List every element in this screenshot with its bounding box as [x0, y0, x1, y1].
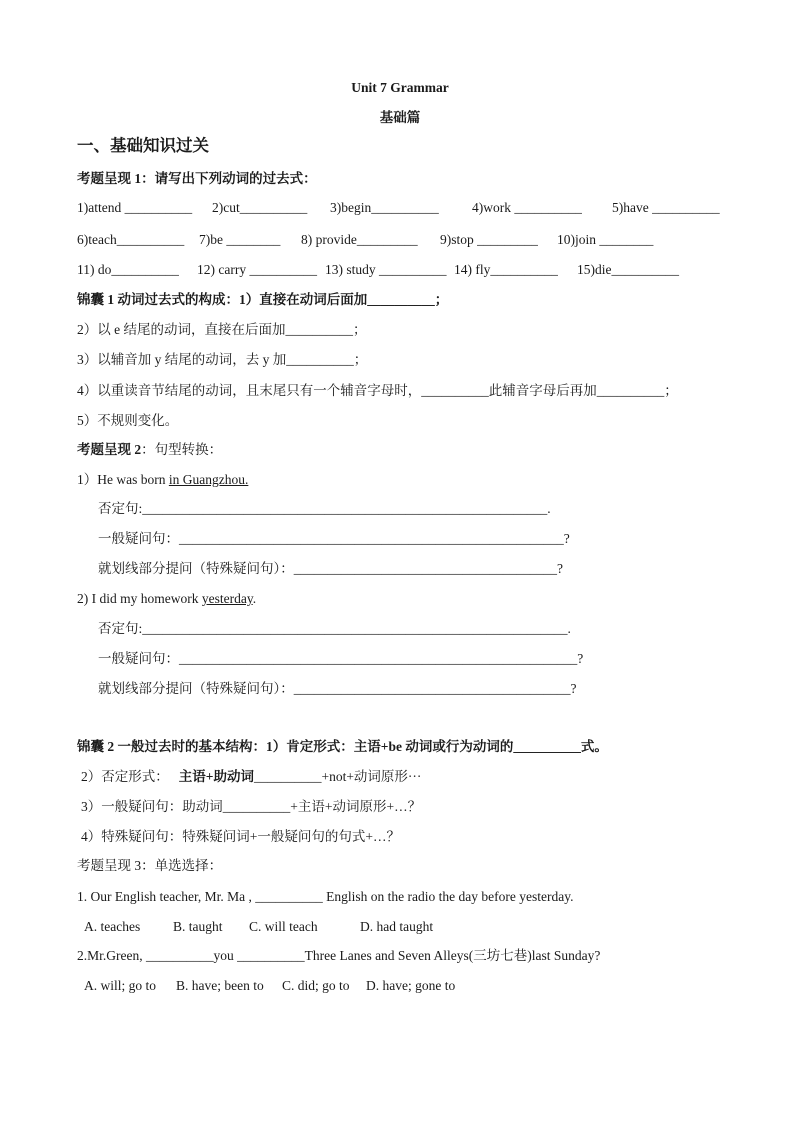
wh-question-line: 就划线部分提问（特殊疑问句）：_________________________________________? [98, 681, 577, 696]
verb-item: 4)work __________ [472, 200, 582, 215]
verb-item: 9)stop _________ [440, 232, 538, 247]
tip1-line-3: 3）以辅音加 y 结尾的动词，去 y 加__________； [77, 352, 368, 367]
verb-item: 7)be ________ [199, 232, 281, 247]
tip1-line-1: 锦囊 1 动词过去式的构成：1）直接在动词后面加__________； [77, 292, 449, 307]
wh-question-line: 就划线部分提问（特殊疑问句）：_______________________________________? [98, 561, 563, 576]
task3-heading: 考题呈现 3：单选选择： [77, 858, 223, 873]
verb-item: 15)die__________ [577, 262, 679, 277]
page-subtitle: 基础篇 [379, 110, 421, 125]
tip2-line-4: 4）特殊疑问句：特殊疑问词+一般疑问句的句式+…？ [81, 829, 400, 844]
option-c: C. will teach [249, 919, 318, 934]
verb-item: 3)begin__________ [330, 200, 439, 215]
verb-item: 6)teach__________ [77, 232, 185, 247]
negative-sentence-line: 否定句:____________________________________________________________. [98, 501, 551, 516]
task2-question-2: 2) I did my homework yesterday. [77, 591, 257, 606]
option-b: B. have; been to [176, 978, 264, 993]
verb-item: 2)cut__________ [212, 200, 308, 215]
option-a: A. teaches [84, 919, 141, 934]
verb-item: 5)have __________ [612, 200, 720, 215]
verb-item: 10)join ________ [557, 232, 654, 247]
verb-item: 11) do__________ [77, 262, 179, 277]
yes-no-question-line: 一般疑问句：___________________________________________________________? [98, 651, 584, 666]
page-title: Unit 7 Grammar [351, 80, 449, 95]
option-d: D. had taught [360, 919, 434, 934]
mc-question-2: 2.Mr.Green, __________you __________Three Lanes and Seven Alleys(三坊七巷)last Sunday? [77, 948, 601, 963]
mc-question-1: 1. Our English teacher, Mr. Ma , __________ English on the radio the day before yesterday. [77, 889, 574, 904]
task2-question-1: 1）He was born in Guangzhou. [77, 472, 249, 487]
negative-sentence-line: 否定句:_______________________________________________________________. [98, 621, 571, 636]
yes-no-question-line: 一般疑问句：_________________________________________________________? [98, 531, 570, 546]
verb-item: 13) study __________ [325, 262, 447, 277]
verb-item: 12) carry __________ [197, 262, 317, 277]
task2-heading: 考题呈现 2：句型转换： [77, 442, 223, 457]
tip2-line-2: 2）否定形式： 主语+助动词__________+not+动词原形··· [81, 769, 422, 784]
tip1-line-4: 4）以重读音节结尾的动词，且末尾只有一个辅音字母时，__________此辅音字母后再加__________； [77, 383, 678, 398]
tip1-line-5: 5）不规则变化。 [77, 413, 179, 428]
verb-item: 8) provide_________ [301, 232, 418, 247]
tip2-line-3: 3）一般疑问句：助动词__________+主语+动词原形+…？ [81, 799, 422, 814]
tip1-line-2: 2）以 e 结尾的动词，直接在后面加__________； [77, 322, 367, 337]
option-b: B. taught [173, 919, 223, 934]
tip2-line-1: 锦囊 2 一般过去时的基本结构：1）肯定形式：主语+be 动词或行为动词的__________式。 [77, 739, 608, 754]
section-heading: 一、基础知识过关 [77, 136, 209, 155]
verb-item: 14) fly__________ [454, 262, 558, 277]
option-d: D. have; gone to [366, 978, 456, 993]
option-c: C. did; go to [282, 978, 350, 993]
option-a: A. will; go to [84, 978, 157, 993]
verb-item: 1)attend __________ [77, 200, 193, 215]
task1-heading: 考题呈现 1：请写出下列动词的过去式： [77, 171, 317, 186]
